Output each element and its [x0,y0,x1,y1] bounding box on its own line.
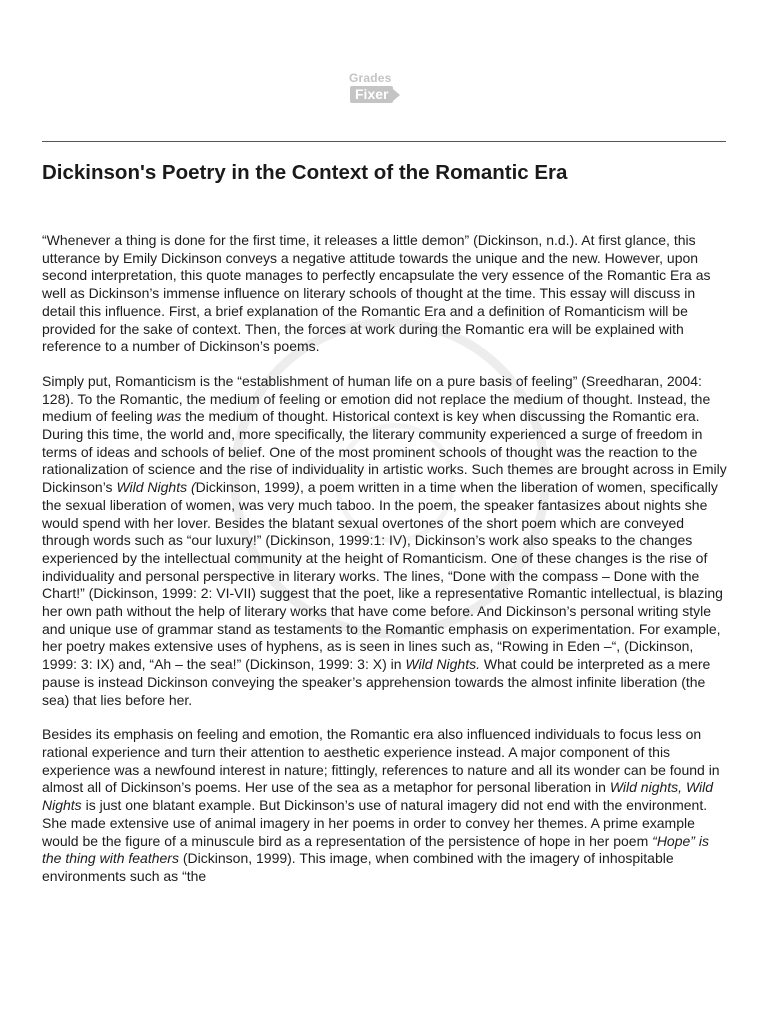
essay-body [42,232,732,903]
p2-text-2: the medium of thought. Historical context is key when discussing the Romantic era. During this time, the world and, more specifically, the literary community experienced a surge of freedom in terms of ideas and schools of belief. One of the most prominent schools of thought was the reaction to the rationalization of science and the rise of individuality in artistic works. Such themes are brought across in Emily Dickinson’s [42,408,727,496]
p3-text-1: Besides its emphasis on feeling and emotion, the Romantic era also influenced individuals to focus less on rational experience and turn their attention to aesthetic experience instead. A major component of this experience was a newfound interest in nature; fittingly, references to nature and all its wonder can be found in almost all of Dickinson’s poems. Her use of the sea as a metaphor for personal liberation in [42,726,720,796]
p2-text-1: Simply put, Romanticism is the “establishment of human life on a pure basis of feeling” (Sreedharan, 2004: 128). To the Romantic, the medium of feeling or emotion did not replace the medium of thought. Instead, the medium of feeling [42,372,711,425]
p2-italic-1: was [156,408,182,425]
p3-italic-2: “Hope” is the thing with feathers [42,832,709,867]
paragraph-2 [42,373,732,709]
essay-title: Dickinson's Poetry in the Context of the Romantic Era [42,161,568,184]
p2-italic-2: Wild Nights ( [116,479,196,496]
p3-text-2: is just one blatant example. But Dickinson’s use of natural imagery did not end with the environment. She made extensive use of animal imagery in her poems in order to convey her themes. A prime example would be the figure of a minuscule bird as a representation of the persistence of hope in her poem [42,797,708,849]
p2-text-4: , a poem written in a time when the liberation of women, specifically the sexual liberation of women, was very much taboo. In the poem, the speaker fantasizes about nights she would spend with her lover. Besides the blatant sexual overtones of the short poem which are conveyed through words such as “our luxury!” (Dickinson, 1999:1: IV), Dickinson’s work also speaks to the changes experienced by the intellectual community at the height of Romanticism. One of these changes is the rise of individuality and personal perspective in literary works. The lines, “Done with the compass – Done with the Chart!” (Dickinson, 1999: 2: VI-VII) suggest that the poet, like a representative Romantic intellectual, is blazing her own path without the help of literary works that have come before. And Dickinson’s personal writing style and unique use of grammar stand as testaments to the Romantic emphasis on experimentation. For example, her poetry makes extensive uses of hyphens, as is seen in lines such as, “Rowing in Eden –“, (Dickinson, 1999: 3: IX) and, “Ah – the sea!” (Dickinson, 1999: 3: X) in [42,479,723,673]
p3-italic-1: Wild nights, Wild Nights [42,779,714,814]
paragraph-3 [42,726,732,885]
logo-top-text: Grades [349,71,392,85]
header-divider [42,141,726,142]
p2-italic-4: Wild Nights. [405,656,480,673]
p2-text-5: What could be interpreted as a mere pause is instead Dickinson conveying the speaker’s apprehension towards the almost infinite liberation (the sea) that lies before her. [42,656,711,708]
logo-tag [350,86,400,103]
paragraph-1: “Whenever a thing is done for the first time, it releases a little demon” (Dickinson, n.d.). At first glance, this utterance by Emily Dickinson conveys a negative attitude towards the unique and the new. However, upon second interpretation, this quote manages to perfectly encapsulate the very essence of the Romantic Era as well as Dickinson’s immense influence on literary schools of thought at the time. This essay will discuss in detail this influence. First, a brief explanation of the Romantic Era and a definition of Romanticism will be provided for the sake of context. Then, the forces at work during the Romantic era will be explained with reference to a number of Dickinson’s poems. [42,232,711,355]
p2-text-3: Dickinson, 1999 [195,479,296,496]
gradesfixer-logo [349,72,421,108]
p2-italic-3: ) [295,479,300,496]
p3-text-3: (Dickinson, 1999). This image, when combined with the imagery of inhospitable environments such as “the [42,850,674,884]
logo-tag-text: Fixer [350,86,393,103]
logo-arrow-icon [393,89,400,101]
